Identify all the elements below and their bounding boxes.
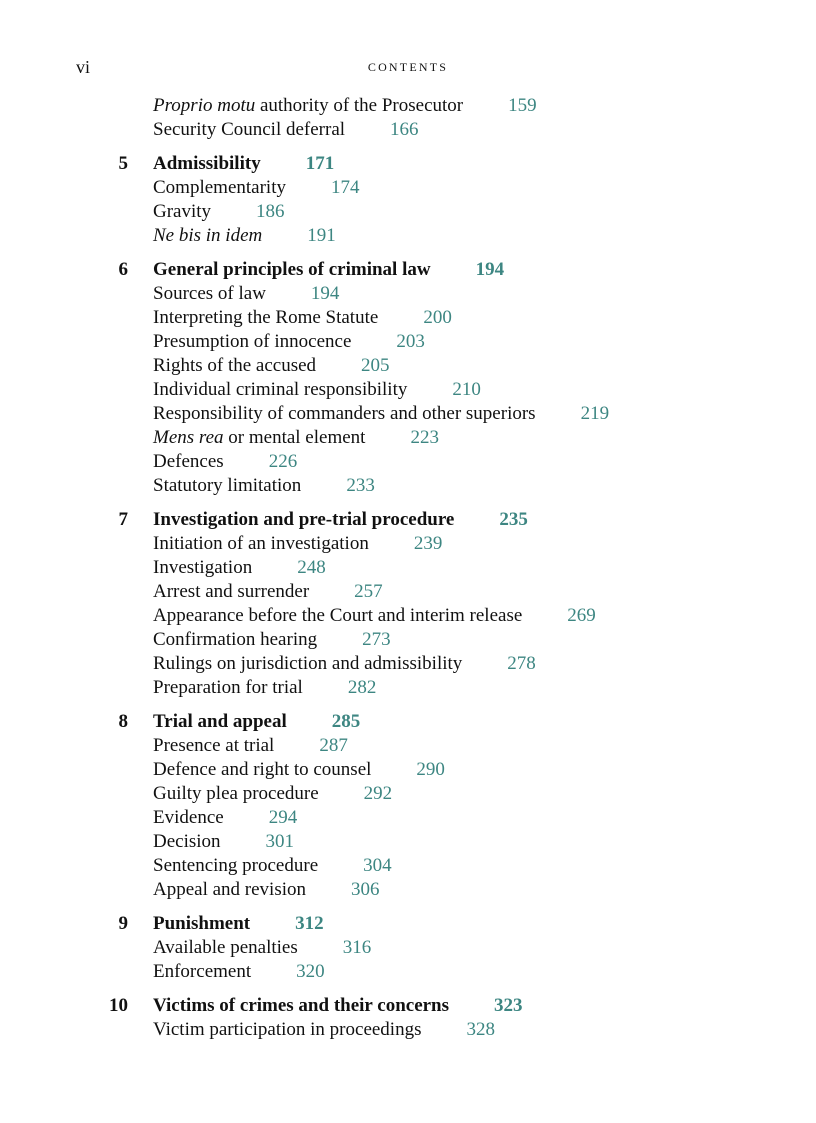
toc-entry-italic-title: Mens rea [153, 427, 224, 448]
toc-entry-title [153, 1018, 495, 1042]
toc-entry-title [153, 604, 596, 628]
toc-entry[interactable] [0, 936, 816, 960]
chapter-heading[interactable] [0, 710, 816, 734]
chapter-title [153, 152, 334, 176]
chapter-heading[interactable] [0, 912, 816, 936]
toc-entry-text: Gravity [153, 201, 212, 222]
toc-entry-title [153, 878, 380, 902]
toc-entry-text: Security Council deferral [153, 119, 346, 140]
toc-chapter-8 [0, 710, 816, 902]
toc-entry-title [153, 936, 371, 960]
toc-chapter-5 [0, 152, 816, 248]
toc-entry-text: Appearance before the Court and interim release [153, 605, 523, 626]
toc-entry-page: 278 [507, 653, 536, 674]
toc-entry[interactable] [0, 830, 816, 854]
toc-entry-title [153, 224, 336, 248]
chapter-page: 285 [331, 711, 361, 732]
toc-entry-page: 210 [452, 379, 481, 400]
toc-entry-page: 203 [396, 331, 425, 352]
toc-entry-text: Interpreting the Rome Statute [153, 307, 379, 328]
toc-entry[interactable] [0, 354, 816, 378]
toc-entry[interactable] [0, 532, 816, 556]
toc-entry-page: 191 [307, 225, 336, 246]
toc-entry-page: 233 [346, 475, 375, 496]
chapter-number: 10 [109, 995, 128, 1016]
toc-entry-page: 290 [416, 759, 445, 780]
toc-entry-text: Individual criminal responsibility [153, 379, 408, 400]
chapter-page: 323 [494, 995, 523, 1016]
toc-entry-page: 304 [363, 855, 392, 876]
chapter-title-text: Punishment [153, 913, 251, 934]
toc-entry[interactable] [0, 854, 816, 878]
toc-entry-text: Guilty plea procedure [153, 783, 319, 804]
toc-entry-text: Confirmation hearing [153, 629, 318, 650]
chapter-title-text: General principles of criminal law [153, 259, 431, 280]
chapter-heading[interactable] [0, 994, 816, 1018]
toc-entry-page: 205 [361, 355, 390, 376]
chapter-number: 6 [118, 259, 128, 280]
toc-entry[interactable] [0, 330, 816, 354]
chapter-heading[interactable] [0, 508, 816, 532]
toc-entry-title [153, 200, 285, 224]
toc-entry-title [153, 854, 392, 878]
toc-entry[interactable] [0, 604, 816, 628]
toc-entry-title [153, 176, 359, 200]
table-of-contents [0, 94, 816, 1042]
toc-entry-title [153, 378, 481, 402]
toc-entry-title [153, 652, 536, 676]
toc-entry-title [153, 426, 439, 450]
toc-entry-page: 301 [265, 831, 295, 852]
chapter-title-text: Investigation and pre-trial procedure [153, 509, 455, 530]
toc-entry[interactable] [0, 224, 816, 248]
toc-entry[interactable] [0, 782, 816, 806]
toc-entry[interactable] [0, 94, 816, 118]
toc-entry-title [153, 676, 376, 700]
toc-entry-page: 186 [256, 201, 285, 222]
toc-entry[interactable] [0, 734, 816, 758]
toc-entry-text: Decision [153, 831, 221, 852]
toc-entry-title [153, 450, 297, 474]
toc-entry[interactable] [0, 878, 816, 902]
chapter-title [153, 508, 528, 532]
toc-entry-text: Defences [153, 451, 224, 472]
page-number: vi [76, 57, 91, 77]
toc-entry[interactable] [0, 118, 816, 142]
chapter-title [153, 258, 504, 282]
toc-entry-text: Appeal and revision [153, 879, 307, 900]
toc-entry-text: Enforcement [153, 961, 252, 982]
toc-entry[interactable] [0, 1018, 816, 1042]
toc-entry-title [153, 282, 339, 306]
toc-entry-text: Investigation [153, 557, 253, 578]
toc-entry-title [153, 830, 294, 854]
toc-entry-text: Presence at trial [153, 735, 275, 756]
toc-entry-text: Preparation for trial [153, 677, 303, 698]
toc-entry-page: 194 [310, 283, 340, 304]
toc-entry-title [153, 782, 392, 806]
toc-chapter-6 [0, 258, 816, 498]
toc-entry-page: 316 [342, 937, 372, 958]
toc-entry-text: Defence and right to counsel [153, 759, 372, 780]
toc-entry[interactable] [0, 306, 816, 330]
chapter-title [153, 710, 360, 734]
toc-entry-italic-title: Proprio motu [153, 95, 256, 116]
toc-entry-page: 282 [347, 677, 377, 698]
toc-entry-text: Rulings on jurisdiction and admissibility [153, 653, 463, 674]
chapter-page: 194 [475, 259, 505, 280]
toc-entry-page: 159 [508, 95, 537, 116]
chapter-number: 8 [118, 711, 128, 732]
chapter-title-text: Victims of crimes and their concerns [153, 995, 450, 1016]
chapter-number: 9 [118, 913, 128, 934]
toc-entry-title [153, 94, 537, 118]
toc-entry-title [153, 960, 325, 984]
chapter-heading[interactable] [0, 258, 816, 282]
chapter-number: 7 [118, 509, 128, 530]
toc-entry-page: 219 [580, 403, 610, 424]
toc-entry[interactable] [0, 652, 816, 676]
toc-chapter-10 [0, 994, 816, 1042]
toc-entry-title [153, 330, 425, 354]
toc-entry-page: 257 [354, 581, 383, 602]
toc-entry-page: 248 [297, 557, 326, 578]
toc-entry-text: Arrest and surrender [153, 581, 310, 602]
toc-entry-text: Initiation of an investigation [153, 533, 369, 554]
toc-entry-title [153, 474, 375, 498]
toc-entry[interactable] [0, 200, 816, 224]
toc-entry[interactable] [0, 426, 816, 450]
toc-entry-text: Rights of the accused [153, 355, 317, 376]
toc-entry-page: 166 [390, 119, 419, 140]
toc-entry-title [153, 806, 297, 830]
running-head: CONTENTS [367, 60, 449, 74]
toc-entry-page: 320 [296, 961, 325, 982]
chapter-page: 235 [499, 509, 528, 530]
chapter-title [153, 912, 324, 936]
toc-entry[interactable] [0, 474, 816, 498]
toc-entry[interactable] [0, 378, 816, 402]
chapter-page: 171 [305, 153, 335, 174]
chapter-title [153, 994, 523, 1018]
toc-entry[interactable] [0, 960, 816, 984]
chapter-heading[interactable] [0, 152, 816, 176]
toc-chapter-7 [0, 508, 816, 700]
toc-entry-text: Ne bis in idem [153, 225, 263, 246]
toc-entry-title [153, 734, 348, 758]
toc-entry-text: Responsibility of commanders and other superiors [153, 403, 536, 424]
toc-entry-title [153, 628, 391, 652]
toc-entry-text: Available penalties [153, 937, 298, 958]
toc-entry-title [153, 556, 326, 580]
toc-entry-text: Statutory limitation [153, 475, 302, 496]
toc-entry[interactable] [0, 628, 816, 652]
toc-continuation-section [0, 94, 816, 142]
toc-entry-page: 292 [363, 783, 393, 804]
toc-entry-title [153, 532, 442, 556]
toc-entry[interactable] [0, 676, 816, 700]
toc-entry[interactable] [0, 556, 816, 580]
toc-entry-page: 269 [567, 605, 596, 626]
chapter-title-text: Trial and appeal [153, 711, 287, 732]
toc-entry-title [153, 354, 390, 378]
toc-entry-page: 239 [413, 533, 443, 554]
chapter-page: 312 [295, 913, 324, 934]
toc-entry-text: Presumption of innocence [153, 331, 352, 352]
toc-entry-text: Sources of law [153, 283, 266, 304]
toc-entry[interactable] [0, 806, 816, 830]
toc-entry-page: 174 [330, 177, 360, 198]
toc-entry-title [153, 118, 419, 142]
toc-entry[interactable] [0, 402, 816, 426]
toc-entry-page: 200 [423, 307, 452, 328]
toc-entry-title [153, 580, 383, 604]
toc-entry[interactable] [0, 176, 816, 200]
toc-entry-page: 287 [319, 735, 348, 756]
toc-entry[interactable] [0, 282, 816, 306]
toc-entry-title [153, 306, 452, 330]
chapter-number: 5 [118, 153, 128, 174]
chapter-title-text: Admissibility [153, 153, 261, 174]
toc-entry[interactable] [0, 758, 816, 782]
toc-entry-text: Victim participation in proceedings [153, 1019, 422, 1040]
toc-entry-text: Complementarity [153, 177, 286, 198]
toc-entry-text: Sentencing procedure [153, 855, 319, 876]
toc-entry-title-suffix: authority of the Prosecutor [255, 95, 464, 116]
toc-entry-page: 273 [362, 629, 391, 650]
toc-entry-title [153, 758, 445, 782]
toc-entry-page: 294 [268, 807, 298, 828]
toc-entry-page: 328 [466, 1019, 495, 1040]
toc-entry[interactable] [0, 450, 816, 474]
toc-chapter-9 [0, 912, 816, 984]
toc-entry-page: 306 [351, 879, 380, 900]
page-header [76, 55, 740, 79]
toc-entry[interactable] [0, 580, 816, 604]
toc-entry-title-suffix: or mental element [223, 427, 366, 448]
toc-entry-page: 223 [410, 427, 439, 448]
toc-entry-page: 226 [268, 451, 298, 472]
toc-entry-text: Evidence [153, 807, 224, 828]
toc-entry-title [153, 402, 609, 426]
